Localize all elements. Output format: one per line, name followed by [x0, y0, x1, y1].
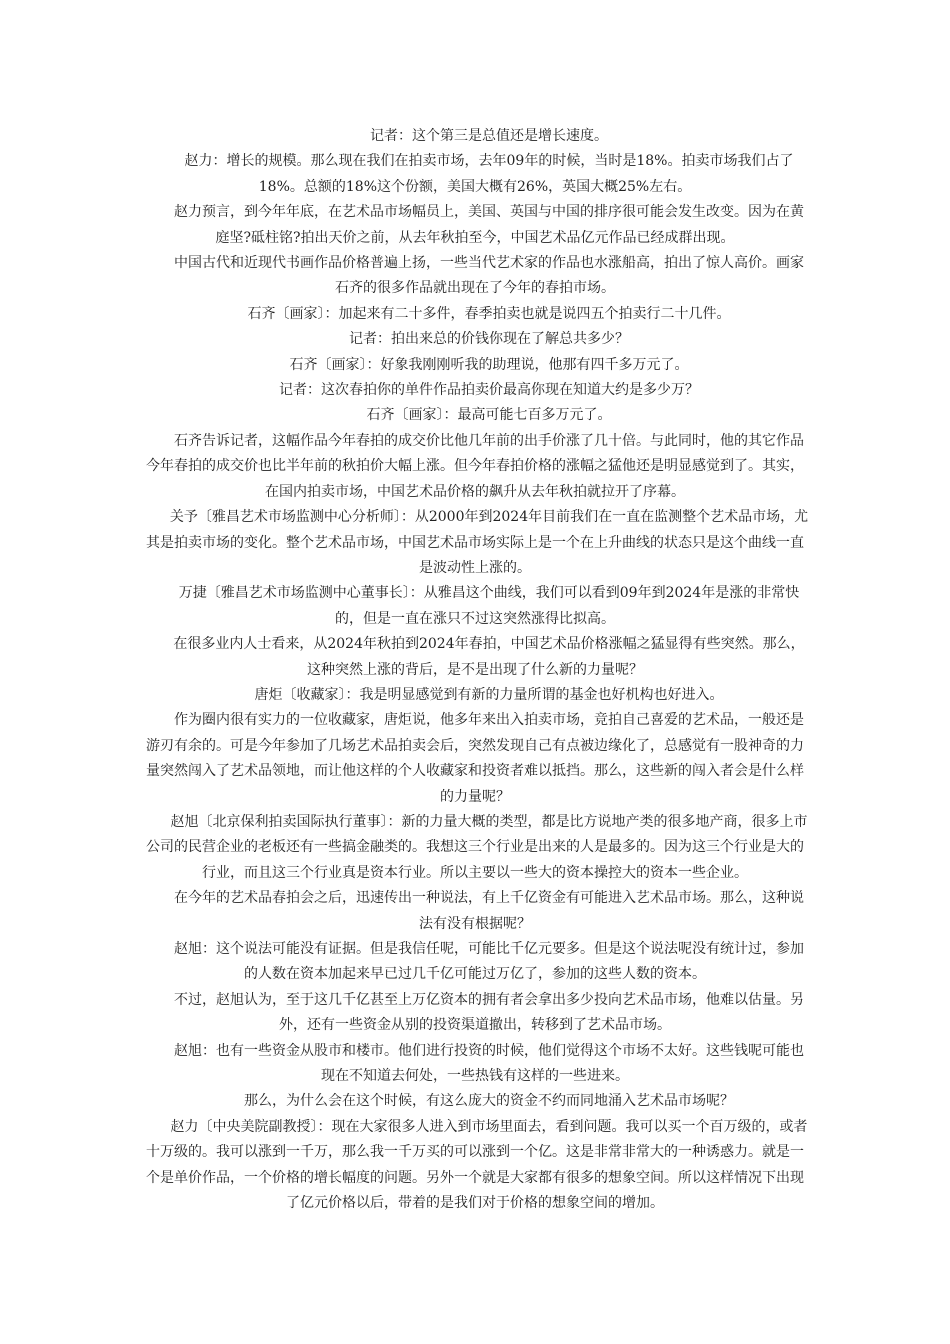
paragraph: 赵旭：这个说法可能没有证据。但是我信任呢，可能比千亿元要多。但是这个说法呢没有统计过，参加的人数在资本加起来早已过几千亿可能过万亿了，参加的这些人数的资本。: [174, 941, 804, 983]
document-body: [140, 124, 810, 1216]
paragraph: 中国古代和近现代书画作品价格普遍上扬，一些当代艺术家的作品也水涨船高，拍出了惊人高价。画家石齐的很多作品就出现在了今年的春拍市场。: [174, 255, 804, 297]
paragraph: 唐炬〔收藏家〕：我是明显感觉到有新的力量所谓的基金也好机构也好进入。: [254, 686, 724, 703]
paragraph: 记者：拍出来总的价钱你现在了解总共多少？: [349, 331, 629, 348]
paragraph: 那么，为什么会在这个时候，有这么庞大的资金不约而同地涌入艺术品市场呢？: [244, 1093, 734, 1110]
paragraph: 赵旭：也有一些资金从股市和楼市。他们进行投资的时候，他们觉得这个市场不太好。这些钱呢可能也现在不知道去何处，一些热钱有这样的一些进来。: [174, 1042, 804, 1085]
paragraph: 在很多业内人士看来，从2024年秋拍到2024年春拍，中国艺术品价格涨幅之猛显得有些突然。那么，这种突然上涨的背后，是不是出现了什么新的力量呢？: [173, 636, 805, 678]
paragraph: 记者：这个第三是总值还是增长速度。: [370, 128, 608, 144]
paragraph: 关予〔雅昌艺术市场监测中心分析师〕：从2000年到2024年目前我们在一直在监测整个艺术品市场，尤其是拍卖市场的变化。整个艺术品市场，中国艺术品市场实际上是一个在上升曲线的状态只是这个曲线一直是波动性上涨的。: [146, 509, 809, 576]
paragraph: 赵力〔中央美院副教授〕：现在大家很多人进入到市场里面去，看到问题。我可以买一个百万级的，或者十万级的。我可以涨到一千万，那么我一千万买的可以涨到一个亿。这是非常非常大的一种诱惑力。就是一个是单价作品，一个价格的增长幅度的问题。另外一个就是大家都有很多的想象空间。所以这样情况下出现了亿元价格以后，带着的是我们对于价格的想象空间的增加。: [146, 1118, 808, 1212]
paragraph: 作为圈内很有实力的一位收藏家，唐炬说，他多年来出入拍卖市场，竞拍自己喜爱的艺术品，一般还是游刃有余的。可是今年参加了几场艺术品拍卖会后，突然发现自己有点被边缘化了，总感觉有一股神奇的力量突然闯入了艺术品领地，而让他这样的个人收藏家和投资者难以抵挡。那么，这些新的闯入者会是什么样的力量呢？: [146, 712, 804, 805]
paragraph: 石齐〔画家〕：最高可能七百多万元了。: [366, 407, 612, 424]
paragraph: 不过，赵旭认为，至于这几千亿甚至上万亿资本的拥有者会拿出多少投向艺术品市场，他难以估量。另外，还有一些资金从别的投资渠道撤出，转移到了艺术品市场。: [174, 991, 804, 1034]
paragraph: 万捷〔雅昌艺术市场监测中心董事长〕：从雅昌这个曲线，我们可以看到09年到2024年是涨的非常快的，但是一直在涨只不过这突然涨得比拟高。: [178, 585, 800, 627]
paragraph: 石齐〔画家〕：加起来有二十多件，春季拍卖也就是说四五个拍卖行二十几件。: [247, 305, 731, 322]
paragraph: 石齐〔画家〕：好象我刚刚听我的助理说，他那有四千多万元了。: [289, 356, 689, 373]
paragraph: 赵力：增长的规模。那么现在我们在拍卖市场，去年09年的时候，当时是18%。拍卖市场我们占了18%。总额的18%这个份额，美国大概有26%，英国大概25%左右。: [184, 153, 794, 195]
paragraph: 在今年的艺术品春拍会之后，迅速传出一种说法，有上千亿资金有可能进入艺术品市场。那么，这种说法有没有根据呢？: [174, 890, 804, 932]
paragraph: 赵旭〔北京保利拍卖国际执行董事〕：新的力量大概的类型，都是比方说地产类的很多地产商，很多上市公司的民营企业的老板还有一些搞金融类的。我想这三个行业是出来的人是最多的。因为这三个行业是大的行业，而且这三个行业真是资本行业。所以主要以一些大的资本操控大的资本一些企业。: [146, 813, 808, 881]
paragraph: 赵力预言，到今年年底，在艺术品市场幅员上，美国、英国与中国的排序很可能会发生改变。因为在黄庭坚?砥柱铭?拍出天价之前，从去年秋拍至今，中国艺术品亿元作品已经成群出现。: [174, 204, 804, 246]
paragraph: 记者：这次春拍你的单件作品拍卖价最高你现在知道大约是多少万？: [279, 382, 699, 399]
paragraph: 石齐告诉记者，这幅作品今年春拍的成交价比他几年前的出手价涨了几十倍。与此同时，他的其它作品今年春拍的成交价也比半年前的秋拍价大幅上涨。但今年春拍价格的涨幅之猛他还是明显感觉到了。其实，在国内拍卖市场，中国艺术品价格的飙升从去年秋拍就拉开了序幕。: [146, 432, 804, 500]
